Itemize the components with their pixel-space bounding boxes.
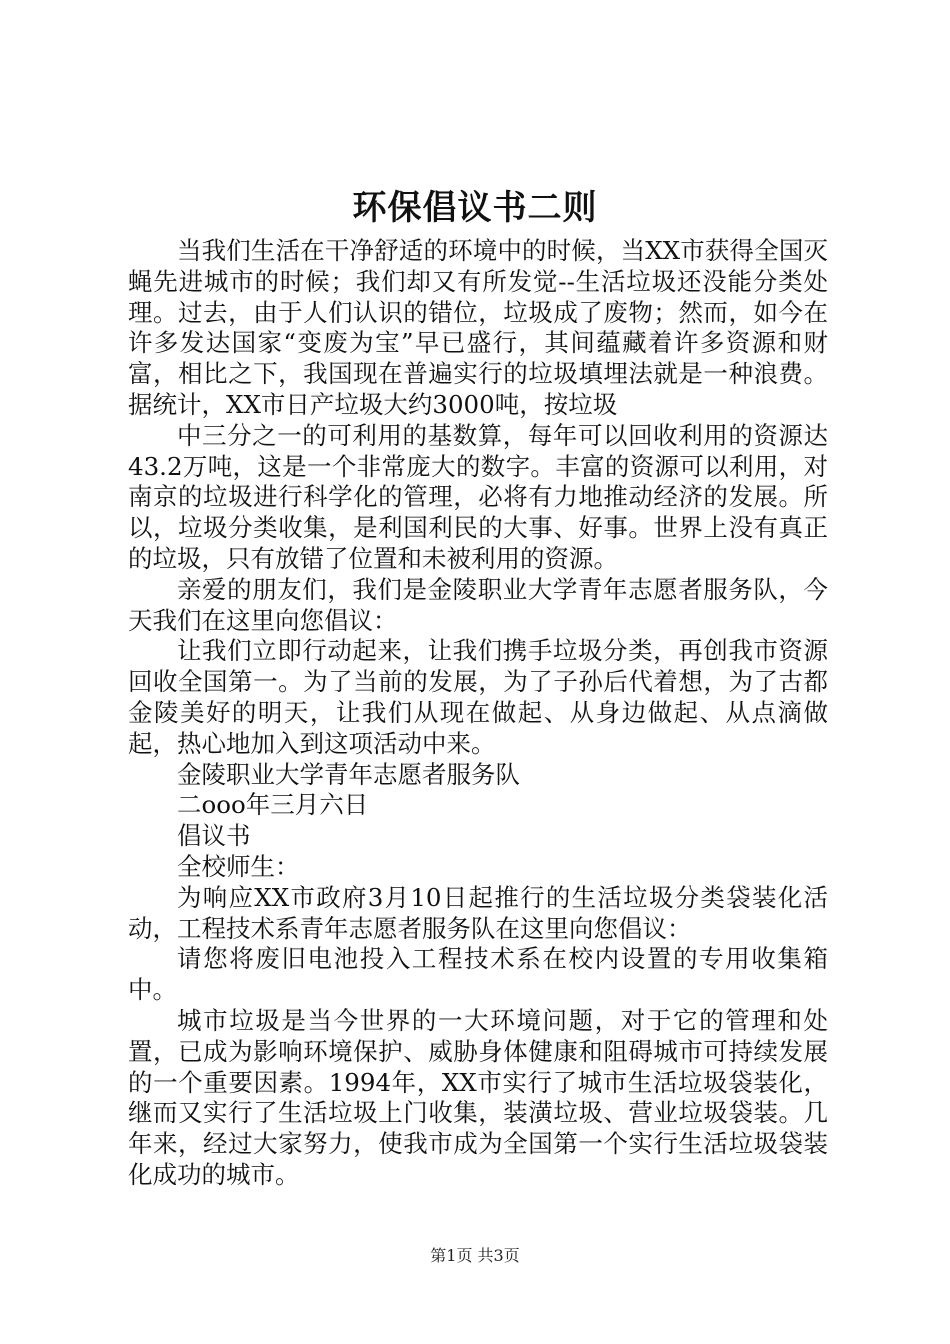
- paragraph: 当我们生活在干净舒适的环境中的时候，当XX市获得全国灭蝇先进城市的时候；我们却又有所发觉--生活垃圾还没能分类处理。过去，由于人们认识的错位，垃圾成了废物；然而，如今在许多发达国家“变废为宝”早已盛行，其间蕴藏着许多资源和财富，相比之下，我国现在普遍实行的垃圾填埋法就是一种浪费。据统计，XX市日产垃圾大约3000吨，按垃圾: [128, 236, 828, 419]
- section-heading: 倡议书: [177, 821, 251, 851]
- paragraph: 亲爱的朋友们，我们是金陵职业大学青年志愿者服务队，今天我们在这里向您倡议：: [128, 574, 828, 635]
- paragraph: 让我们立即行动起来，让我们携手垃圾分类，再创我市资源回收全国第一。为了当前的发展，为了子孙后代着想，为了古都金陵美好的明天，让我们从现在做起、从身边做起、从点滴做起，热心地加入到这项活动中来。: [128, 636, 828, 758]
- page-footer: 第1页 共3页: [430, 1246, 520, 1265]
- document-title: 环保倡议书二则: [352, 188, 598, 228]
- salutation: 全校师生：: [177, 851, 300, 881]
- paragraph: 中三分之一的可利用的基数算，每年可以回收利用的资源达43.2万吨，这是一个非常庞大的数字。丰富的资源可以利用，对南京的垃圾进行科学化的管理，必将有力地推动经济的发展。所以，垃圾分类收集，是利国利民的大事、好事。世界上没有真正的垃圾，只有放错了位置和未被利用的资源。: [128, 420, 828, 573]
- paragraph: 请您将废旧电池投入工程技术系在校内设置的专用收集箱中。: [128, 944, 828, 1005]
- paragraph: 为响应XX市政府3月10日起推行的生活垃圾分类袋装化活动，工程技术系青年志愿者服务队在这里向您倡议：: [128, 882, 828, 943]
- document-body: [128, 236, 828, 1191]
- signature-line: 金陵职业大学青年志愿者服务队: [177, 759, 520, 789]
- date-line: 二ooo年三月六日: [177, 790, 369, 820]
- paragraph: 城市垃圾是当今世界的一大环境问题，对于它的管理和处置，已成为影响环境保护、威胁身体健康和阻碍城市可持续发展的一个重要因素。1994年，XX市实行了城市生活垃圾袋装化，继而又实行了生活垃圾上门收集，装潢垃圾、营业垃圾袋装。几年来，经过大家努力，使我市成为全国第一个实行生活垃圾袋装化成功的城市。: [128, 1005, 828, 1189]
